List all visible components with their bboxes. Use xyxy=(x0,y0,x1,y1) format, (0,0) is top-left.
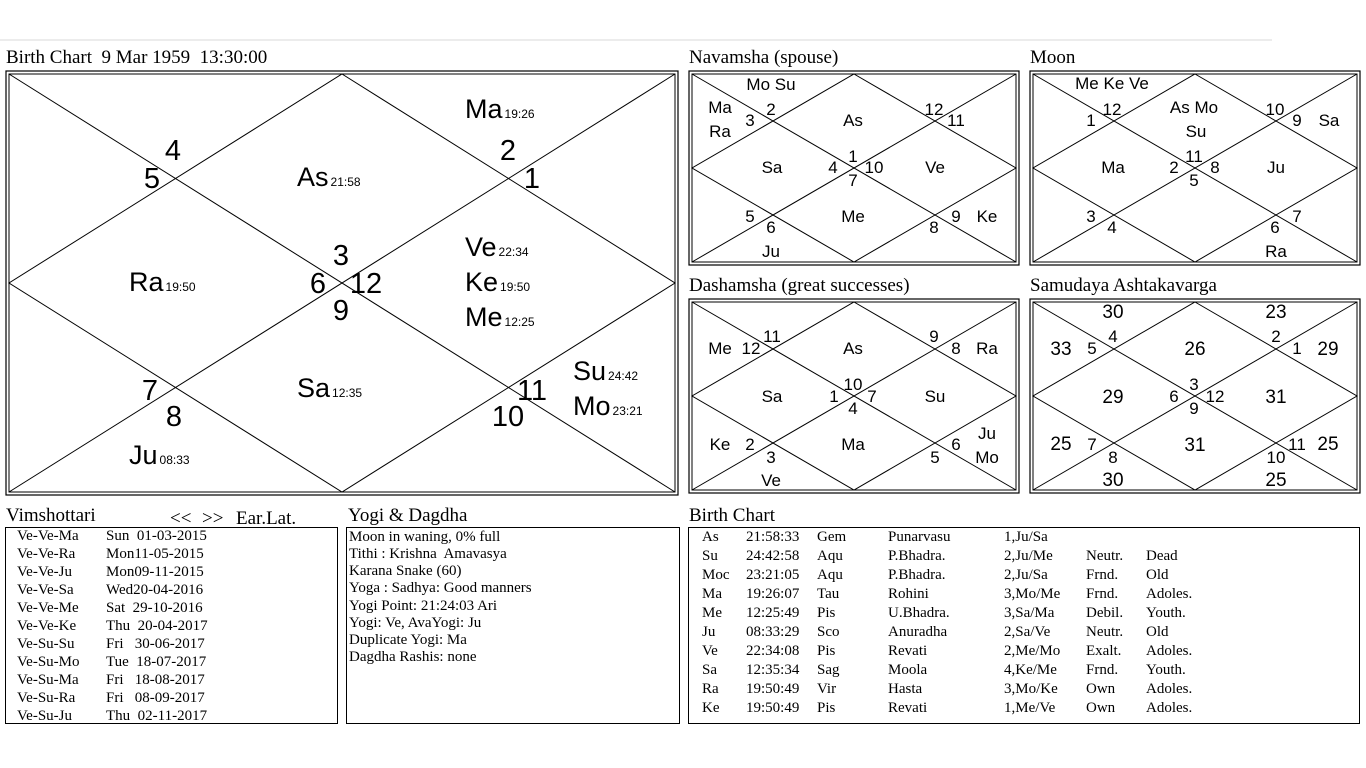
cell-sign: Aqu xyxy=(817,548,843,564)
planet-ke: Ke 19:50 xyxy=(465,267,531,297)
cell-sign: Aqu xyxy=(817,567,843,583)
cell-pada: 3,Mo/Me xyxy=(1004,586,1061,602)
sign-h3: 1 xyxy=(523,163,541,195)
cell-nakshatra: Anuradha xyxy=(888,624,948,640)
dashamsha-title: Dashamsha (great successes) xyxy=(689,275,910,296)
cell-pada: 4,Ke/Me xyxy=(1004,662,1057,678)
cell-nakshatra: Punarvasu xyxy=(888,529,951,545)
points-h9: 25 xyxy=(1050,434,1072,455)
sign-h12: 4 xyxy=(164,135,182,167)
cell-degree: 19:50:49 xyxy=(746,700,800,716)
dasha-date: Sun 01-03-2015 xyxy=(106,528,207,544)
planets-h1: As xyxy=(843,339,863,358)
cell-state: Adoles. xyxy=(1146,586,1193,602)
sign-h2: 2 xyxy=(1271,327,1281,346)
cell-planet: Ma xyxy=(702,586,722,602)
cell-degree: 23:21:05 xyxy=(746,567,800,583)
cell-sign: Gem xyxy=(817,529,847,545)
planets-h7: Me xyxy=(841,207,865,226)
planets-h8: Ju xyxy=(762,242,780,261)
cell-degree: 12:25:49 xyxy=(746,605,800,621)
main-birth-chart xyxy=(5,70,679,496)
cell-nakshatra: P.Bhadra. xyxy=(888,548,946,564)
sign-h4: 7 xyxy=(867,387,877,406)
sign-h11: 5 xyxy=(143,163,161,195)
dashamsha-chart xyxy=(688,298,1020,494)
yogi-line: Duplicate Yogi: Ma xyxy=(349,632,467,648)
yogi-line: Dagdha Rashis: none xyxy=(349,649,477,665)
points-h3: 29 xyxy=(1317,339,1339,360)
cell-sign: Vir xyxy=(817,681,837,697)
yogi-title: Yogi & Dagdha xyxy=(348,505,468,526)
cell-pada: 2,Me/Mo xyxy=(1004,643,1061,659)
sign-h10: 4 xyxy=(828,158,838,177)
planets-h4: Su xyxy=(924,387,946,406)
moon-chart xyxy=(1029,70,1361,266)
sign-h12: 12 xyxy=(1102,100,1122,119)
next-period-button[interactable]: >> xyxy=(202,508,224,529)
ashtakavarga-title: Samudaya Ashtakavarga xyxy=(1030,275,1217,296)
cell-pada: 1,Ju/Sa xyxy=(1004,529,1048,545)
main-planet-labels xyxy=(129,94,643,470)
planet-as: As 21:58 xyxy=(297,162,361,192)
cell-planet: Ke xyxy=(702,700,720,716)
sign-h5: 9 xyxy=(951,207,961,226)
sign-h8: 8 xyxy=(165,401,183,433)
cell-planet: Sa xyxy=(702,662,717,678)
planets-h11-b: Ra xyxy=(709,122,731,141)
cell-sign: Sco xyxy=(817,624,840,640)
sign-h7: 4 xyxy=(848,399,858,418)
cell-relation: Neutr. xyxy=(1086,548,1124,564)
sign-h8: 8 xyxy=(1108,448,1118,467)
top-divider xyxy=(0,39,1272,41)
planet-ve: Ve 22:34 xyxy=(465,232,529,262)
yogi-panel xyxy=(346,527,680,724)
sign-h8: 3 xyxy=(766,448,776,467)
dasha-date: Sat 29-10-2016 xyxy=(106,600,203,616)
cell-relation: Exalt. xyxy=(1086,643,1122,659)
cell-relation: Own xyxy=(1086,700,1116,716)
planet-me: Me 12:25 xyxy=(465,302,535,332)
points-h1: 26 xyxy=(1184,339,1206,360)
dasha-date: Thu 02-11-2017 xyxy=(106,708,208,724)
sign-h3: 1 xyxy=(1292,339,1302,358)
planet-ma: Ma 19:26 xyxy=(465,94,535,124)
points-h10: 29 xyxy=(1102,387,1124,408)
cell-planet: Ve xyxy=(702,643,718,659)
cell-nakshatra: Revati xyxy=(888,700,928,716)
sign-h4: 12 xyxy=(1205,387,1225,406)
dasha-period[interactable]: Ve-Ve-Sa xyxy=(17,582,74,598)
cell-relation: Frnd. xyxy=(1086,586,1119,602)
sign-h6: 10 xyxy=(1266,448,1286,467)
cell-sign: Pis xyxy=(817,605,836,621)
cell-planet: Me xyxy=(702,605,722,621)
sign-h9: 5 xyxy=(745,207,755,226)
planets-h11: Me xyxy=(708,339,732,358)
moon-title: Moon xyxy=(1030,47,1076,68)
sign-h7: 9 xyxy=(332,295,350,327)
sign-h9: 7 xyxy=(141,375,159,407)
cell-sign: Sag xyxy=(817,662,840,678)
dasha-date: Mon09-11-2015 xyxy=(106,564,204,580)
sign-h7: 9 xyxy=(1189,399,1199,418)
planets-h12: Me Ke Ve xyxy=(1075,74,1149,93)
sign-h7: 7 xyxy=(848,171,858,190)
birth-table-panel xyxy=(688,527,1360,724)
points-h11: 33 xyxy=(1050,339,1072,360)
cell-nakshatra: U.Bhadra. xyxy=(888,605,950,621)
dasha-date: Tue 18-07-2017 xyxy=(106,654,207,670)
cell-pada: 3,Sa/Ma xyxy=(1004,605,1055,621)
yogi-line: Tithi : Krishna Amavasya xyxy=(349,546,507,562)
cell-planet: Su xyxy=(702,548,718,564)
sign-h2: 2 xyxy=(499,135,517,167)
planets-h4: Ve xyxy=(925,158,945,177)
cell-state: Adoles. xyxy=(1146,643,1193,659)
dasha-period[interactable]: Ve-Su-Ma xyxy=(17,672,79,688)
planets-h9: Ke xyxy=(709,435,731,454)
sign-h1: 1 xyxy=(848,147,858,166)
cell-degree: 22:34:08 xyxy=(746,643,800,659)
sign-h5: 11 xyxy=(1288,435,1306,454)
planets-h1: As xyxy=(843,111,863,130)
sign-h9: 3 xyxy=(1086,207,1096,226)
cell-state: Old xyxy=(1146,624,1169,640)
dasha-period[interactable]: Ve-Su-Su xyxy=(17,636,75,652)
cell-relation: Own xyxy=(1086,681,1116,697)
planet-su: Su 24:42 xyxy=(573,356,639,386)
dasha-period[interactable]: Ve-Su-Mo xyxy=(17,654,80,670)
planets-h10: Sa xyxy=(761,387,783,406)
planets-h5-a: Ju xyxy=(978,424,996,443)
sign-h12: 2 xyxy=(766,100,776,119)
planets-h4: Ju xyxy=(1267,158,1285,177)
dasha-date: Fri 30-06-2017 xyxy=(106,636,205,652)
planet-mo: Mo 23:21 xyxy=(573,391,643,421)
sign-h10: 6 xyxy=(1169,387,1179,406)
sign-h2: 12 xyxy=(924,100,944,119)
sign-h4: 8 xyxy=(1210,158,1220,177)
points-h4: 31 xyxy=(1265,387,1287,408)
sign-h11: 3 xyxy=(745,111,755,130)
vimshottari-panel xyxy=(5,527,338,724)
sign-h5: 7 xyxy=(1292,207,1302,226)
cell-pada: 1,Me/Ve xyxy=(1004,700,1056,716)
planets-h7: Ma xyxy=(841,435,865,454)
dasha-date: Fri 08-09-2017 xyxy=(106,690,205,706)
cell-sign: Pis xyxy=(817,643,836,659)
planets-h3: Sa xyxy=(1318,111,1340,130)
sign-h9: 2 xyxy=(745,435,755,454)
dasha-period[interactable]: Ve-Ve-Me xyxy=(17,600,79,616)
cell-state: Old xyxy=(1146,567,1169,583)
yogi-line: Yogi: Ve, AvaYogi: Ju xyxy=(349,615,482,631)
planets-h10: Ma xyxy=(1101,158,1125,177)
planets-h12: Mo Su xyxy=(746,75,796,94)
cell-relation: Debil. xyxy=(1086,605,1124,621)
sign-h8: 6 xyxy=(766,218,776,237)
sign-h1: 3 xyxy=(1189,375,1199,394)
sign-h8: 4 xyxy=(1107,218,1117,237)
points-h12: 30 xyxy=(1102,302,1124,323)
navamsha-title: Navamsha (spouse) xyxy=(689,47,839,68)
cell-planet: Ju xyxy=(702,624,716,640)
planet-ju: Ju 08:33 xyxy=(129,440,190,470)
cell-sign: Pis xyxy=(817,700,836,716)
sign-h3: 11 xyxy=(947,111,965,130)
cell-nakshatra: Moola xyxy=(888,662,928,678)
cell-planet: As xyxy=(702,529,719,545)
cell-pada: 2,Ju/Sa xyxy=(1004,567,1048,583)
planet-ra: Ra 19:50 xyxy=(129,267,196,297)
sign-h3: 8 xyxy=(951,339,961,358)
yogi-line: Moon in waning, 0% full xyxy=(349,529,501,545)
points-h5: 25 xyxy=(1317,434,1339,455)
dasha-period[interactable]: Ve-Ve-Ma xyxy=(17,528,79,544)
dasha-period[interactable]: Ve-Ve-Ke xyxy=(17,618,77,634)
sign-h3: 9 xyxy=(1292,111,1302,130)
sign-h10: 1 xyxy=(829,387,839,406)
yogi-line: Yoga : Sadhya: Good manners xyxy=(349,580,532,596)
points-h8: 30 xyxy=(1102,470,1124,491)
cell-state: Adoles. xyxy=(1146,700,1193,716)
sign-h6: 8 xyxy=(929,218,939,237)
sign-h11: 5 xyxy=(1087,339,1097,358)
cell-degree: 12:35:34 xyxy=(746,662,800,678)
sign-h11: 1 xyxy=(1086,111,1096,130)
planets-h6: Ra xyxy=(1265,242,1287,261)
navamsha-chart xyxy=(688,70,1020,266)
birth-table-title: Birth Chart xyxy=(689,505,776,526)
cell-state: Adoles. xyxy=(1146,681,1193,697)
cell-planet: Ra xyxy=(702,681,719,697)
cell-sign: Tau xyxy=(817,586,840,602)
cell-state: Youth. xyxy=(1146,605,1186,621)
dasha-period[interactable]: Ve-Su-Ju xyxy=(17,708,72,724)
cell-planet: Moc xyxy=(702,567,730,583)
sign-h2: 10 xyxy=(1265,100,1285,119)
cell-nakshatra: Revati xyxy=(888,643,928,659)
sign-h12: 11 xyxy=(763,327,781,346)
sign-h2: 9 xyxy=(929,327,939,346)
sign-h9: 7 xyxy=(1087,435,1097,454)
points-h2: 23 xyxy=(1265,302,1287,323)
planet-sa: Sa 12:35 xyxy=(297,373,363,403)
sign-h4: 12 xyxy=(349,268,383,300)
previous-period-button[interactable]: << xyxy=(170,508,192,529)
sign-h10: 6 xyxy=(309,268,327,300)
sign-h11: 12 xyxy=(741,339,761,358)
sign-h5: 6 xyxy=(951,435,961,454)
main-chart-title: Birth Chart 9 Mar 1959 13:30:00 xyxy=(6,47,268,68)
cell-relation: Frnd. xyxy=(1086,567,1119,583)
planets-h3: Ra xyxy=(976,339,998,358)
dasha-date: Fri 18-08-2017 xyxy=(106,672,205,688)
cell-degree: 19:26:07 xyxy=(746,586,800,602)
sign-h6: 10 xyxy=(491,401,525,433)
ear-lat-button[interactable]: Ear.Lat. xyxy=(236,508,297,529)
sign-h4: 10 xyxy=(864,158,884,177)
sign-h10: 2 xyxy=(1169,158,1179,177)
sign-h6: 6 xyxy=(1270,218,1280,237)
dasha-period[interactable]: Ve-Ve-Ra xyxy=(17,546,76,562)
yogi-line: Yogi Point: 21:24:03 Ari xyxy=(349,598,498,614)
sign-h7: 5 xyxy=(1189,171,1199,190)
yogi-line: Karana Snake (60) xyxy=(349,563,462,579)
ashtakavarga-chart xyxy=(1029,298,1361,494)
cell-relation: Frnd. xyxy=(1086,662,1119,678)
planets-h1-a: As Mo xyxy=(1169,98,1219,117)
cell-nakshatra: P.Bhadra. xyxy=(888,567,946,583)
planets-h1-b: Su xyxy=(1185,122,1207,141)
cell-nakshatra: Rohini xyxy=(888,586,929,602)
cell-pada: 3,Mo/Ke xyxy=(1004,681,1058,697)
sign-h1: 3 xyxy=(332,240,350,272)
sign-h1: 10 xyxy=(843,375,863,394)
dasha-period[interactable]: Ve-Ve-Ju xyxy=(17,564,72,580)
planets-h8: Ve xyxy=(761,471,781,490)
points-h6: 25 xyxy=(1265,470,1287,491)
cell-pada: 2,Ju/Me xyxy=(1004,548,1053,564)
dasha-date: Thu 20-04-2017 xyxy=(106,618,208,634)
cell-nakshatra: Hasta xyxy=(888,681,923,697)
vimshottari-title: Vimshottari xyxy=(6,505,96,526)
sign-h5: 11 xyxy=(516,375,548,407)
cell-state: Youth. xyxy=(1146,662,1186,678)
dasha-date: Mon11-05-2015 xyxy=(106,546,204,562)
sign-h12: 4 xyxy=(1108,327,1118,346)
points-h7: 31 xyxy=(1184,435,1206,456)
planets-h11-a: Ma xyxy=(708,98,732,117)
cell-pada: 2,Sa/Ve xyxy=(1004,624,1051,640)
planets-h10: Sa xyxy=(761,158,783,177)
dasha-period[interactable]: Ve-Su-Ra xyxy=(17,690,76,706)
cell-degree: 08:33:29 xyxy=(746,624,800,640)
sign-h6: 5 xyxy=(930,448,940,467)
cell-degree: 21:58:33 xyxy=(746,529,800,545)
cell-state: Dead xyxy=(1146,548,1178,564)
sign-h1: 11 xyxy=(1185,147,1203,166)
planets-h5: Ke xyxy=(976,207,998,226)
planets-h5-b: Mo xyxy=(975,448,999,467)
cell-degree: 19:50:49 xyxy=(746,681,800,697)
cell-relation: Neutr. xyxy=(1086,624,1124,640)
cell-degree: 24:42:58 xyxy=(746,548,800,564)
dasha-date: Wed20-04-2016 xyxy=(106,582,204,598)
